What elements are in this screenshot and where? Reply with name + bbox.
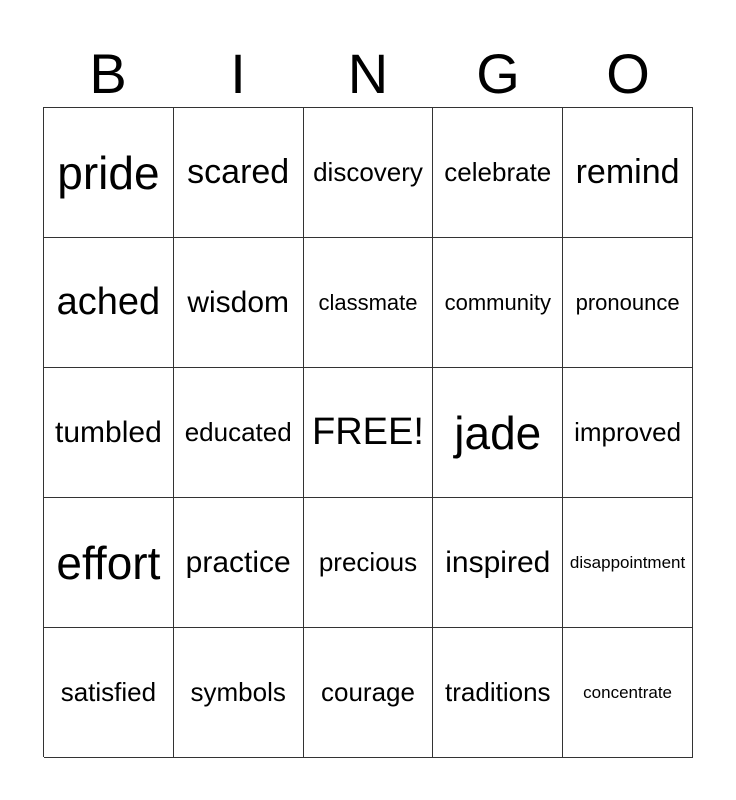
bingo-card xyxy=(43,107,693,757)
bingo-cell[interactable] xyxy=(563,628,693,758)
cell-word: inspired xyxy=(445,545,551,579)
bingo-cell[interactable] xyxy=(563,368,693,498)
header-letter-n: N xyxy=(347,42,389,105)
cell-word: wisdom xyxy=(187,285,290,319)
header-letter-b: B xyxy=(89,42,127,105)
cell-word: effort xyxy=(56,536,161,589)
bingo-cell[interactable] xyxy=(563,238,693,368)
bingo-cell[interactable] xyxy=(174,498,304,628)
bingo-cell[interactable] xyxy=(174,368,304,498)
cell-word: classmate xyxy=(318,289,418,315)
bingo-cell[interactable] xyxy=(433,628,563,758)
bingo-cell[interactable] xyxy=(174,628,304,758)
header-letter-i: I xyxy=(230,42,246,105)
cell-word: pride xyxy=(57,146,160,199)
bingo-cell[interactable] xyxy=(433,368,563,498)
cell-word: precious xyxy=(318,547,418,577)
cell-word: jade xyxy=(454,406,542,459)
bingo-cell-free[interactable] xyxy=(304,368,434,498)
cell-word: courage xyxy=(321,677,415,707)
cell-word: concentrate xyxy=(583,682,672,702)
bingo-cell[interactable] xyxy=(44,368,174,498)
header-letter-o: O xyxy=(606,42,650,105)
bingo-cell[interactable] xyxy=(304,108,434,238)
bingo-cell[interactable] xyxy=(433,108,563,238)
cell-word: remind xyxy=(575,153,680,191)
bingo-row xyxy=(44,368,693,498)
cell-word: symbols xyxy=(190,677,286,707)
bingo-row xyxy=(44,628,693,758)
cell-word: celebrate xyxy=(444,157,552,187)
bingo-cell[interactable] xyxy=(563,498,693,628)
bingo-cell[interactable] xyxy=(563,108,693,238)
bingo-cell[interactable] xyxy=(304,628,434,758)
cell-word: satisfied xyxy=(60,677,157,707)
bingo-row xyxy=(44,238,693,368)
cell-word: ached xyxy=(56,281,161,323)
cell-word: community xyxy=(444,289,551,315)
bingo-cell[interactable] xyxy=(304,238,434,368)
bingo-cell[interactable] xyxy=(433,498,563,628)
bingo-cell[interactable] xyxy=(44,238,174,368)
free-space: FREE! xyxy=(312,411,424,453)
cell-word: discovery xyxy=(313,157,423,187)
bingo-cell[interactable] xyxy=(44,498,174,628)
bingo-header xyxy=(43,40,693,108)
bingo-cell[interactable] xyxy=(44,628,174,758)
header-letter-g: G xyxy=(476,42,520,105)
cell-word: tumbled xyxy=(55,415,162,449)
bingo-cell[interactable] xyxy=(44,108,174,238)
cell-word: traditions xyxy=(445,677,551,707)
cell-word: disappointment xyxy=(569,552,686,572)
bingo-cell[interactable] xyxy=(304,498,434,628)
cell-word: educated xyxy=(184,417,292,447)
bingo-row xyxy=(44,498,693,628)
bingo-cell[interactable] xyxy=(174,108,304,238)
cell-word: improved xyxy=(574,417,682,447)
cell-word: pronounce xyxy=(575,289,680,315)
bingo-cell[interactable] xyxy=(433,238,563,368)
cell-word: scared xyxy=(187,153,290,191)
cell-word: practice xyxy=(185,545,291,579)
bingo-cell[interactable] xyxy=(174,238,304,368)
bingo-row xyxy=(44,108,693,238)
